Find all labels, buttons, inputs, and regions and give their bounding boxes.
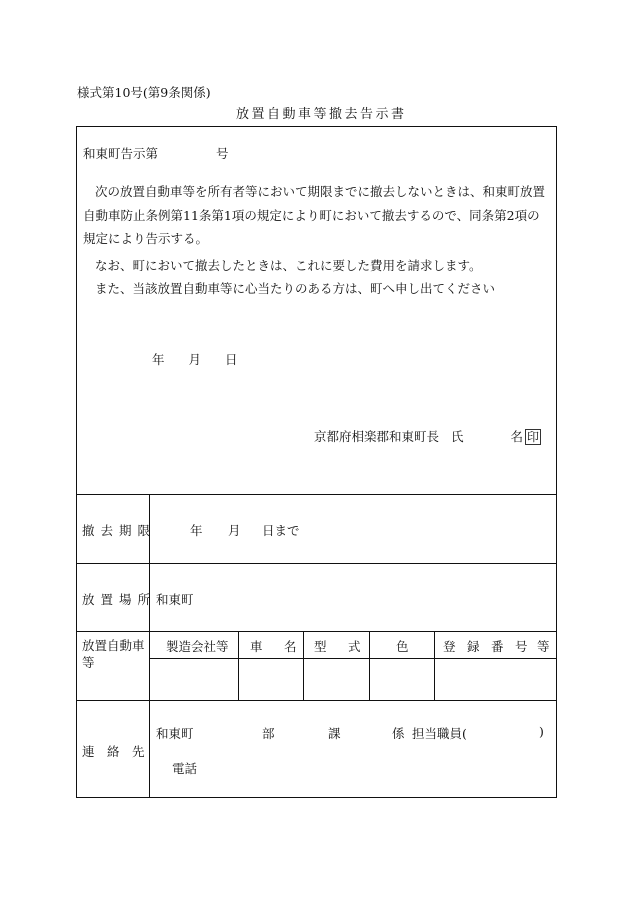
contact-kakari: 係 (392, 726, 405, 741)
divider-col-maker (238, 631, 239, 700)
contact-label-2: 絡 (107, 744, 120, 759)
contact-bu: 部 (262, 726, 275, 741)
location-label: 放置場所 (82, 592, 157, 607)
issuer-shi: 氏 (451, 429, 464, 444)
col-reg-header-1: 登 (443, 639, 456, 654)
col-color-header: 色 (396, 639, 409, 654)
vehicle-label-line1: 放置自動車 (82, 638, 145, 653)
col-maker-header: 製造会社等 (166, 639, 229, 654)
notice-paragraph-3: また、当該放置自動車等に心当たりのある方は、町へ申し出てください (95, 281, 496, 296)
divider-label-column (149, 494, 150, 798)
notice-number-suffix: 号 (216, 146, 229, 161)
deadline-year: 年 (190, 523, 203, 538)
col-model-header-2: 式 (348, 639, 361, 654)
contact-staff: 担当職員( (412, 726, 467, 741)
contact-staff-close: ) (539, 724, 544, 739)
deadline-label: 撤去期限 (82, 523, 157, 538)
divider-col-color (434, 631, 435, 700)
date-month: 月 (188, 352, 202, 367)
col-reg-header-4: 号 (515, 639, 528, 654)
deadline-day: 日まで (262, 523, 300, 538)
divider-col-model (369, 631, 370, 700)
form-number: 様式第10号(第9条関係) (77, 85, 211, 100)
divider-col-car-name (303, 631, 304, 700)
notice-paragraph-1: 次の放置自動車等を所有者等において期限までに撤去しないときは、和東町放置自動車防止条例第11条第1項の規定により町において撤去するので、同条第2項の規定により告示する。 (83, 184, 546, 246)
col-model-header-1: 型 (314, 639, 327, 654)
deadline-month: 月 (228, 523, 241, 538)
contact-town: 和東町 (156, 726, 194, 741)
location-value: 和東町 (156, 592, 194, 607)
issuer-line (314, 427, 541, 445)
notice-number-prefix: 和東町告示第 (83, 146, 159, 161)
col-car-name-header-2: 名 (284, 639, 297, 654)
contact-label-3: 先 (132, 744, 145, 759)
document-title: 放置自動車等撤去告示書 (236, 107, 407, 122)
col-reg-header-3: 番 (491, 639, 504, 654)
issuer-mei: 名 (510, 429, 524, 444)
notice-paragraph-2: なお、町において撤去したときは、これに要した費用を請求します。 (95, 258, 482, 273)
date-year: 年 (152, 352, 165, 367)
contact-phone: 電話 (172, 761, 198, 776)
notice-date (152, 350, 238, 368)
seal-box: 印 (527, 430, 540, 444)
vehicle-label-line2: 等 (82, 655, 95, 670)
divider-vehicle-header (149, 658, 557, 659)
col-reg-header-5: 等 (537, 639, 550, 654)
col-car-name-header-1: 車 (250, 639, 263, 654)
issuer-title: 京都府相楽郡和東町長 (314, 429, 440, 444)
contact-label-1: 連 (82, 744, 95, 759)
date-day: 日 (225, 352, 238, 367)
notice-number (83, 144, 229, 162)
col-reg-header-2: 録 (467, 639, 480, 654)
contact-ka: 課 (328, 726, 341, 741)
